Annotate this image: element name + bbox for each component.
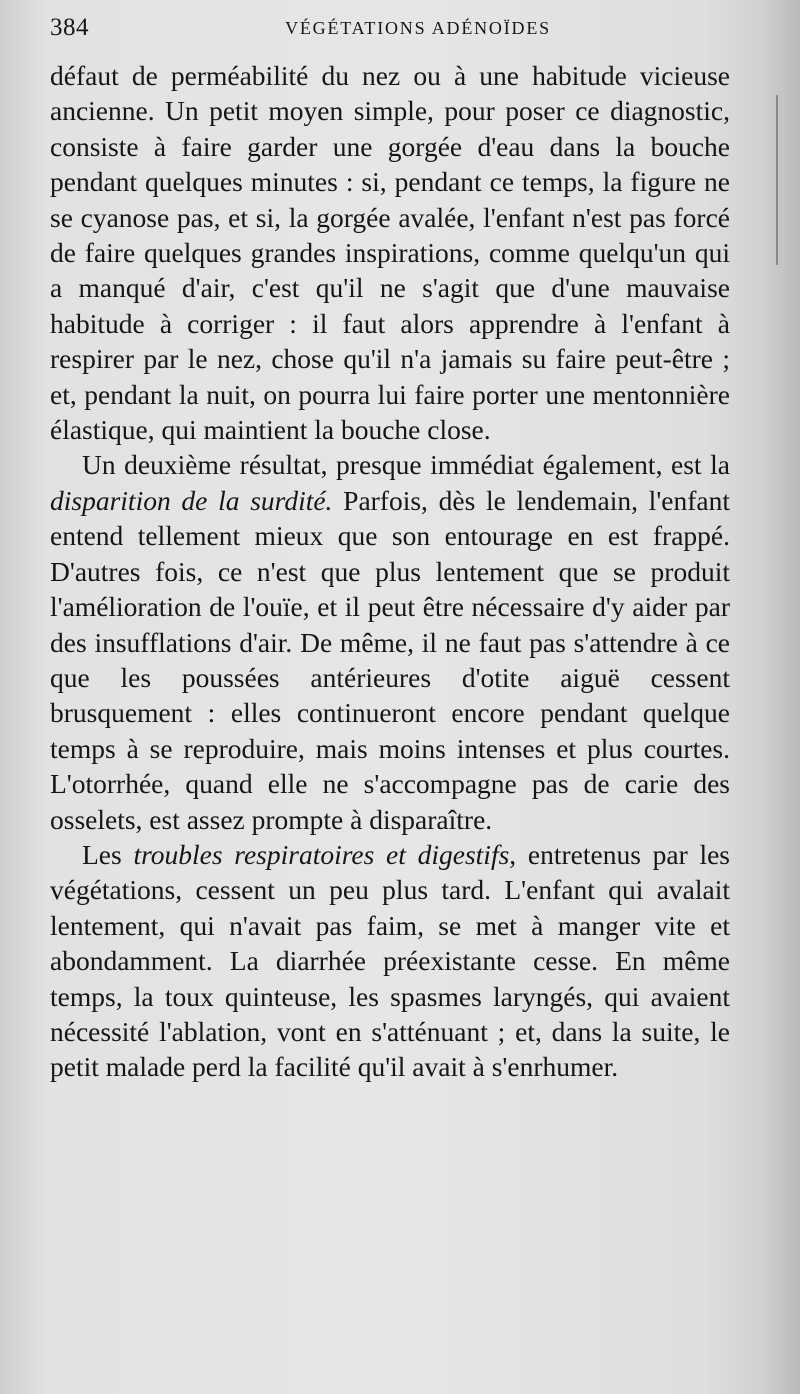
page-number: 384 [50,14,89,41]
page-edge-shadow [760,0,800,1394]
paragraph-text: défaut de perméabilité du nez ou à une habitude vicieuse ancienne. Un petit moyen simple, pour poser ce diagnostic, consiste à faire garder une gorgée d'eau dans la bouche pendant quelques minutes : si, pendant ce temps, la figure ne se cyanose pas, et si, la gorgée avalée, l'enfant n'est pas forcé de faire quelques grandes inspirations, comme quelqu'un qui a manqué d'air, c'est qu'il ne s'agit que d'une mauvaise habitude à corriger : il faut alors apprendre à l'enfant à respirer par le nez, chose qu'il n'a jamais su faire peut-être ; et, pendant la nuit, on pourra lui faire porter une mentonnière élastique, qui maintient la bouche close. [50,60,730,446]
paragraph-text: Parfois, dès le lendemain, l'enfant entend tellement mieux que son entourage en est frappé. D'autres fois, ce n'est que plus lentement que se produit l'amélioration de l'ouïe, et il peut être nécessaire d'y aider par des insufflations d'air. De même, il ne faut pas s'attendre à ce que les poussées antérieures d'otite aiguë cessent brusquement : elles continueront encore pendant quelque temps à se reproduire, mais moins intenses et plus courtes. L'otorrhée, quand elle ne s'accompagne pas de carie des osselets, est assez prompte à disparaître. [50,484,730,835]
paragraph-text: Les [82,838,134,870]
paragraph [50,837,730,1085]
italic-emphasis: disparition de la surdité. [50,484,333,516]
paragraph [50,447,730,836]
running-title: VÉGÉTATIONS ADÉNOÏDES [285,18,551,38]
paragraph-text: , entretenus par les végétations, cessent un peu plus tard. L'enfant qui avalait lentement, qui n'avait pas faim, se met à manger vite et abondamment. La diarrhée préexistante cesse. En même temps, la toux quinteuse, les spasmes laryngés, qui avaient nécessité l'ablation, vont en s'atténuant ; et, dans la suite, le petit malade perd la facilité qu'il avait à s'enrhumer. [50,838,730,1083]
margin-pencil-mark [776,95,778,265]
body-text [50,58,730,1085]
page-header [50,14,740,50]
italic-emphasis: troubles respiratoires et digestifs [133,838,510,870]
paragraph [50,58,730,447]
paragraph-text: Un deuxième résultat, presque immédiat également, est la [82,449,730,481]
